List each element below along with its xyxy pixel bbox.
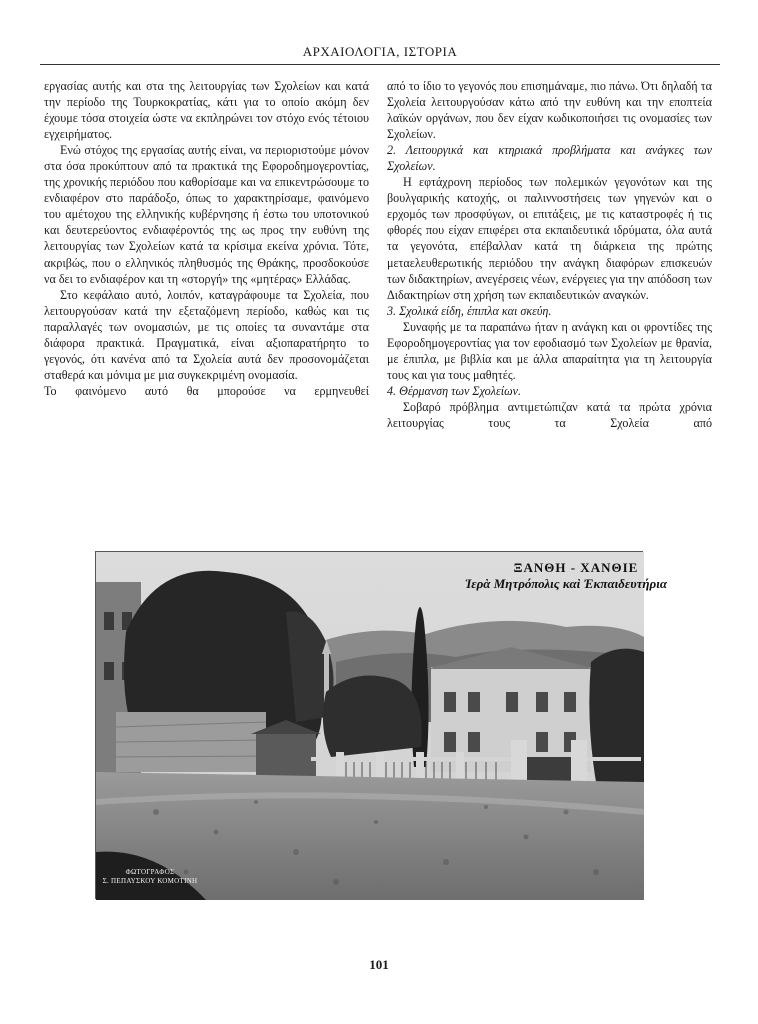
photographer-credit — [100, 868, 200, 886]
page-number: 101 — [369, 957, 389, 972]
photographer-line: ΦΩΤΟΓΡΑΦΟΣ — [125, 868, 175, 876]
paragraph: Στο κεφάλαιο αυτό, λοιπόν, καταγράφουμε τα Σχολεία, που λειτουργούσαν κατά την εξεταζόμενη περίοδο, καθώς και τις παραλλαγές των ονομασιών, με τις οποίες τα συναντάμε στα διάφορα πρακτικά. Πραγματικά, είναι αξιοπαρατήρητο το γεγονός, ότι κανένα από τα Σχολεία αυτά δεν προσονομάζεται σταθερά και μόνιμα με μια συγκεκριμένη ονομασία. — [44, 287, 369, 382]
photo-caption-subtitle: Ἱερὰ Μητρόπολις καὶ Ἐκπαιδευτήρια — [464, 576, 668, 591]
paragraph: Σοβαρό πρόβλημα αντιμετώπιζαν κατά τα πρώτα χρόνια λειτουργίας τους τα Σχολεία από — [387, 399, 712, 430]
section-heading: 3. Σχολικά είδη, έπιπλα και σκεύη. — [387, 303, 552, 318]
running-header: ΑΡΧΑΙΟΛΟΓΙΑ, ΙΣΤΟΡΙΑ — [40, 44, 720, 65]
paragraph: Ενώ στόχος της εργασίας αυτής είναι, να περιοριστούμε μόνον στα όσα προκύπτουν από τα πρακτικά της Εφοροδημογεροντίας, της χρονικής περιόδου που καθορίσαμε και να επικεντρώσουμε το ενδιαφέρον στο παράδοξο, όπως το χαρακτηρίσαμε, φαινόμενο του αμέτοχου της ελληνικής κυβέρνησης ή έστω του υποτονικού και δευτερεύοντος ενδιαφέροντός της ως προς την ευθύνη της λειτουργίας των Σχολείων κατά τα κρίσιμα εκείνα χρόνια. Τότε, ακριβώς, που ο ελληνικός πληθυσμός της Θράκης, προσδοκούσε να δει το ενδιαφέρον και τη «στοργή» της «μητέρας» Ελλάδας. — [44, 143, 369, 286]
paragraph: από το ίδιο το γεγονός που επισημάναμε, πιο πάνω. Ότι δηλαδή τα Σχολεία λειτουργούσαν κάτω από την ευθύνη και την εποπτεία λαϊκών οργάνων, που δεν είχαν κωδικοποιήσει τις ονομασίες των Σχολείων. — [387, 79, 712, 142]
section-heading: 4. Θέρμανση των Σχολείων. — [387, 383, 522, 398]
left-column — [44, 78, 369, 399]
paragraph: Το φαινόμενο αυτό θα μπορούσε να ερμηνευθεί — [44, 383, 369, 398]
photo-caption-title: ΞΑΝΘΗ - ΧΑΝΘΙΕ — [513, 560, 639, 575]
paragraph: Η εφτάχρονη περίοδος των πολεμικών γεγονότων και της βουλγαρικής κατοχής, οι παλιννοστήσεις των γηγενών και ο ερχομός των προσφύγων, οι επιτάξεις, με τις καταστροφές ή τις φθορές που είχαν επιφέρει στα εκπαιδευτικά ιδρύματα, όλα αυτά τα γεγονότα, επέβαλλαν κατά τη διάρκεια της πρώτης μεταελευθερωτικής περιόδου την ανάγκη διαφόρων επισκευών των διδακτηρίων, ανεγέρσεις νέων, ενέργειες για την απόδοση των Διδακτηρίων στη χρήση των εκπαιδευτικών αναγκών. — [387, 175, 712, 302]
paragraph: Συναφής με τα παραπάνω ήταν η ανάγκη και οι φροντίδες της Εφοροδημογεροντίας για τον εφοδιασμό των Σχολείων με θρανία, με έπιπλα, με βιβλία και με άλλα απαραίτητα για τη λειτουργία τους και για τους μαθητές. — [387, 319, 712, 382]
right-column — [387, 78, 712, 431]
photographer-line: Σ. ΠΕΠΑΥΣΚΟΥ ΚΟΜΟΤΙΝΗ — [102, 877, 198, 885]
section-heading: 2. Λειτουργικά και κτηριακά προβλήματα και ανάγκες των Σχολείων. — [387, 143, 712, 174]
historic-photograph — [95, 551, 668, 899]
photo-illustration — [96, 552, 644, 900]
paragraph: εργασίας αυτής και στα της λειτουργίας των Σχολείων και κατά την περίοδο της Τουρκοκρατίας, κάτι για το οποίο ακόμη δεν έχουμε τόσα στοιχεία ώστε να εκπληρώνει τον στόχο ενός τέτοιου εγχειρήματος. — [44, 79, 369, 142]
